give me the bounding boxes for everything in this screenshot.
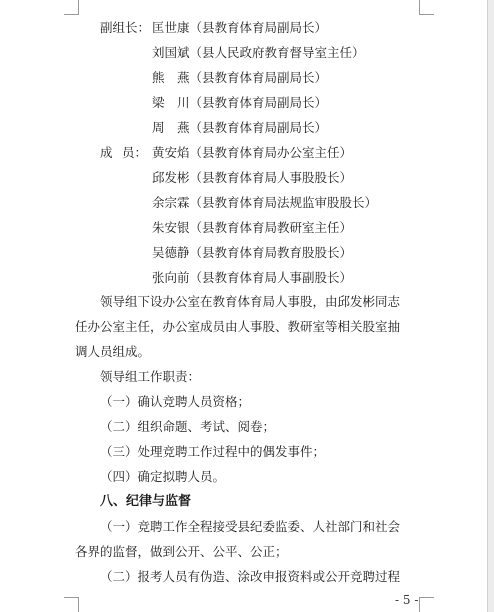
member-entry: 吴德静（县教育体育局教育股股长）	[152, 245, 353, 260]
crop-mark-bottom-left	[64, 597, 79, 612]
member-label-a: 成	[100, 145, 113, 160]
crop-mark-top-left	[64, 0, 79, 15]
page-number: - 5 -	[395, 593, 419, 607]
deputy-label: 副组长：	[100, 20, 151, 35]
office-paragraph-line: 调人员组成。	[75, 344, 151, 359]
duties-title: 领导组工作职责：	[100, 369, 201, 384]
duty-item: （一）确认竞聘人员资格；	[100, 394, 251, 409]
member-entry: 黄安焰（县教育体育局办公室主任）	[152, 145, 353, 160]
section-paragraph-line: （二）报考人员有伪造、涂改申报资料或公开竞聘过程	[100, 569, 401, 584]
member-label-b: 员：	[122, 145, 148, 160]
office-paragraph-line: 领导组下设办公室在教育体育局人事股，由邱发彬同志	[100, 294, 401, 309]
deputy-entry: 匡世康（县教育体育局副局长）	[152, 20, 328, 35]
deputy-row	[100, 20, 327, 36]
deputy-entry: 熊 燕（县教育体育局副局长）	[152, 70, 328, 85]
crop-mark-bottom-right	[419, 597, 434, 612]
member-entry: 张向前（县教育体育局人事副股长）	[152, 270, 353, 285]
deputy-entry: 梁 川（县教育体育局副局长）	[152, 95, 328, 110]
crop-mark-top-right	[419, 0, 434, 15]
duty-item: （二）组织命题、考试、阅卷；	[100, 419, 276, 434]
section-paragraph-line: 各界的监督，做到公开、公平、公正；	[75, 544, 288, 559]
duty-item: （四）确定拟聘人员。	[100, 469, 226, 484]
deputy-entry: 周 燕（县教育体育局副局长）	[152, 120, 328, 135]
section-paragraph-line: （一）竞聘工作全程接受县纪委监委、人社部门和社会	[100, 519, 401, 534]
office-paragraph-line: 任办公室主任，办公室成员由人事股、教研室等相关股室抽	[75, 319, 401, 334]
deputy-entry: 刘国斌（县人民政府教育督导室主任）	[152, 45, 365, 60]
duty-item: （三）处理竞聘工作过程中的偶发事件；	[100, 444, 326, 459]
member-entry: 余宗霖（县教育体育局法规监审股股长）	[152, 195, 378, 210]
member-entry: 邱发彬（县教育体育局人事股股长）	[152, 170, 353, 185]
member-entry: 朱安银（县教育体育局教研室主任）	[152, 220, 353, 235]
member-row	[100, 145, 352, 161]
section-heading: 八、纪律与监督	[100, 494, 192, 509]
